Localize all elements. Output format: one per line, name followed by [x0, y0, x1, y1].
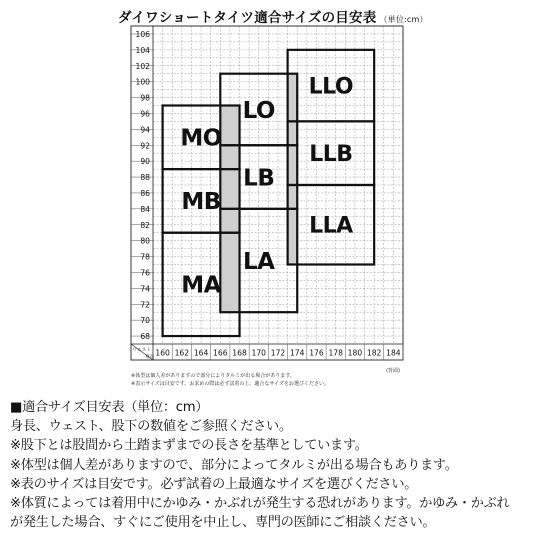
- x-tick-label: 160: [155, 348, 170, 358]
- size-label: LA: [243, 248, 275, 275]
- y-tick-label: 98: [140, 93, 150, 103]
- chart-footnotes: [131, 372, 329, 388]
- size-label: MB: [181, 189, 221, 216]
- axis-corner-label: 身長: [145, 355, 155, 360]
- legend-heading: ■適合サイズ目安表（単位：cm）: [10, 400, 209, 415]
- y-tick-label: 88: [140, 173, 150, 183]
- legend-text: [10, 398, 530, 532]
- size-label: LO: [242, 97, 275, 124]
- x-tick-label: 184: [386, 348, 401, 358]
- y-tick-label: 92: [140, 141, 150, 151]
- y-tick-label: 82: [140, 220, 150, 230]
- legend-line: ※股下とは股間から土踏まずまでの長さを基準としています。: [10, 438, 368, 454]
- x-tick-label: 180: [347, 348, 363, 358]
- axis-corner-label: ウエスト: [132, 348, 151, 353]
- x-tick-label: 170: [251, 348, 267, 358]
- y-tick-label: 68: [140, 332, 150, 342]
- x-tick-label: 182: [366, 348, 382, 358]
- size-label: MO: [180, 125, 222, 152]
- y-tick-label: 104: [135, 45, 150, 55]
- size-label: LLA: [309, 213, 353, 239]
- y-tick-label: 102: [135, 61, 150, 71]
- legend-line: が発生した場合、すぐにご使用を中止し、専門の医師にご相談ください。: [10, 515, 436, 531]
- y-tick-label: 72: [140, 300, 150, 310]
- size-label: MA: [181, 272, 221, 299]
- legend-line: ※体質によっては着用中にかゆみ・かぶれが発生する恐れがあります。かゆみ・かぶれ: [10, 496, 510, 512]
- x-tick-label: 172: [270, 348, 286, 358]
- x-tick-label: 166: [213, 348, 228, 358]
- size-label: LLO: [308, 74, 354, 100]
- y-tick-label: 94: [140, 125, 150, 135]
- y-tick-label: 100: [135, 77, 150, 87]
- y-tick-label: 80: [140, 236, 150, 246]
- legend-line: ※表のサイズは目安です。必ず試着の上最適なサイズを選びください。: [10, 476, 418, 492]
- y-tick-label: 96: [140, 109, 150, 119]
- size-label: LB: [243, 165, 275, 192]
- y-tick-label: 84: [140, 204, 150, 214]
- y-tick-label: 70: [140, 316, 150, 326]
- y-tick-label: 90: [140, 157, 150, 167]
- y-tick-label: 74: [140, 284, 150, 294]
- chart-footnote: ※体型は個人差がありますので部分によりタルミが出る場合があります。: [131, 373, 295, 379]
- legend-line: 身長、ウェスト、股下の数値をご参照ください。: [10, 419, 292, 435]
- chart-unit-note: （単位:cm）: [379, 15, 428, 24]
- y-tick-label: 76: [140, 268, 150, 278]
- chart-footnote: ※表示サイズは目安です。お求めの際は必ず試着の上、適合なサイズをお選びください。: [131, 381, 329, 387]
- x-tick-label: 168: [232, 348, 247, 358]
- x-tick-label: 164: [193, 348, 209, 358]
- x-tick-label: 162: [174, 348, 190, 358]
- chart-title-text: ダイワショートタイツ適合サイズの目安表: [118, 10, 377, 26]
- x-tick-label: 176: [309, 348, 324, 358]
- y-tick-label: 106: [135, 29, 150, 39]
- x-tick-label: 174: [289, 348, 305, 358]
- legend-line: ※体型は個人差がありますので、部分によってタルミが出る場合もあります。: [10, 457, 458, 473]
- y-tick-label: 78: [140, 252, 150, 262]
- chart-note-right: (背面): [386, 368, 400, 374]
- size-label: LLB: [309, 142, 353, 168]
- y-tick-label: 86: [140, 188, 150, 198]
- x-tick-label: 178: [328, 348, 343, 358]
- overlap-band: [288, 74, 298, 265]
